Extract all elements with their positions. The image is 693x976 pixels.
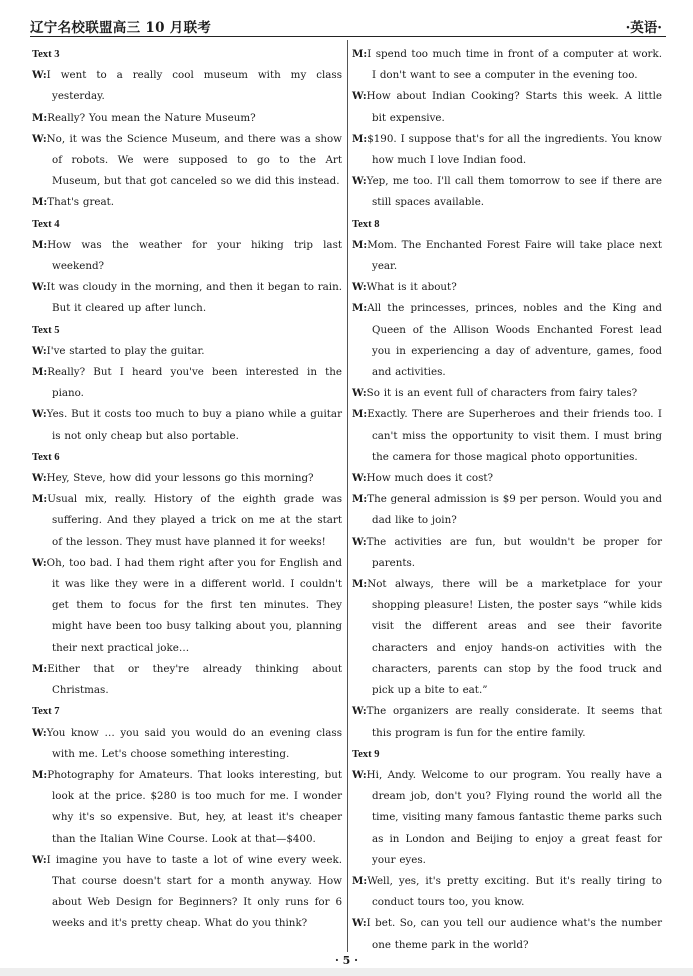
- dialogue-text: How about Indian Cooking? Starts this week. A little bit expensive.: [366, 90, 662, 124]
- section-title: Text 5: [32, 324, 60, 336]
- dialogue-text: Well, yes, it's pretty exciting. But it's really tiring to conduct tours too, you know.: [367, 874, 662, 909]
- dialogue-text: The organizers are really considerate. It seems that this program is fun for the entire family.: [366, 705, 662, 739]
- speaker-label: M:: [352, 238, 368, 251]
- dialogue-text: I've started to play the guitar.: [46, 344, 205, 357]
- dialogue-text: No, it was the Science Museum, and there was a show of robots. We were supposed to go to the Art Museum, but that got canceled so we did this instead.: [46, 132, 342, 188]
- speaker-label: W:: [32, 726, 47, 739]
- dialogue-line: [352, 235, 662, 277]
- dialogue-line: [32, 850, 342, 935]
- dialogue-text: So it is an event full of characters from fairy tales?: [366, 387, 638, 400]
- dialogue-text: I spend too much time in front of a computer at work. I don't want to see a computer in the evening too.: [367, 48, 662, 82]
- section-title: Text 4: [32, 218, 60, 230]
- dialogue-line: [352, 44, 662, 86]
- dialogue-text: Yes. But it costs too much to buy a piano while a guitar is not only cheap but also portable.: [46, 408, 342, 442]
- dialogue-text: I imagine you have to taste a lot of wine every week. That course doesn't start for a month anyway. How about Web Design for Beginners? It only runs for 6 weeks and it's pretty cheap. What do you think?: [46, 853, 342, 930]
- speaker-label: M:: [32, 768, 48, 781]
- dialogue-line: [32, 489, 342, 553]
- speaker-label: M:: [32, 238, 48, 251]
- dialogue-line: [32, 277, 342, 319]
- dialogue-text: All the princesses, princes, nobles and the King and Queen of the Allison Woods Enchanted Forest lead you in experiencing a day of adventure, games, food and activities.: [367, 302, 662, 379]
- column-divider: [347, 40, 348, 952]
- dialogue-text: Photography for Amateurs. That looks interesting, but look at the price. $280 is too much for me. I wonder why it's so expensive. But, hey, at least it's cheaper than the Italian Wine Course. Look at that—$400.: [47, 768, 342, 845]
- dialogue-text: I went to a really cool museum with my class yesterday.: [46, 69, 342, 103]
- page-header: [30, 14, 666, 37]
- dialogue-line: [32, 765, 342, 850]
- dialogue-line: [352, 171, 662, 213]
- speaker-label: M:: [32, 196, 48, 209]
- speaker-label: M:: [32, 493, 48, 506]
- speaker-label: M:: [32, 662, 48, 675]
- section-title: Text 3: [32, 49, 60, 60]
- dialogue-line: [32, 659, 342, 701]
- speaker-label: W:: [32, 472, 47, 485]
- dialogue-line: [352, 383, 662, 404]
- dialogue-text: It was cloudy in the morning, and then it began to rain. But it cleared up after lunch.: [46, 281, 342, 315]
- dialogue-text: I bet. So, can you tell our audience what's the number one theme park in the world?: [366, 917, 662, 951]
- left-column: [32, 44, 342, 935]
- speaker-label: W:: [352, 472, 367, 485]
- dialogue-text: Really? You mean the Nature Museum?: [47, 111, 256, 124]
- dialogue-text: $190. I suppose that's for all the ingredients. You know how much I love Indian food.: [367, 132, 662, 167]
- dialogue-text: Not always, there will be a marketplace for your shopping pleasure! Listen, the poster says “while kids visit the different areas and see their favorite characters and enjoy hands-on activities with the characters, parents can stop by the food truck and pick up a bite to eat.”: [367, 578, 662, 697]
- dialogue-line: [352, 277, 662, 298]
- subject-label: ·英语·: [625, 20, 662, 36]
- dialogue-text: You know … you said you would do an evening class with me. Let's choose something interesting.: [46, 726, 342, 760]
- exam-title: 辽宁名校联盟高三 10 月联考: [30, 20, 212, 36]
- section-title: Text 7: [32, 706, 60, 718]
- dialogue-line: [32, 65, 342, 107]
- dialogue-line: [352, 86, 662, 128]
- speaker-label: W:: [352, 705, 367, 718]
- section-title: Text 8: [352, 218, 380, 230]
- dialogue-line: [32, 723, 342, 765]
- dialogue-text: Mom. The Enchanted Forest Faire will take place next year.: [367, 238, 662, 273]
- dialogue-text: Either that or they're already thinking about Christmas.: [47, 662, 342, 697]
- dialogue-line: [32, 362, 342, 404]
- dialogue-line: [32, 404, 342, 446]
- dialogue-text: Usual mix, really. History of the eighth grade was suffering. And they played a trick on me at the start of the lesson. They must have planned it for weeks!: [47, 493, 342, 548]
- dialogue-line: [32, 108, 342, 129]
- speaker-label: W:: [32, 69, 47, 82]
- speaker-label: W:: [352, 175, 367, 188]
- dialogue-line: [352, 574, 662, 701]
- dialogue-line: [32, 129, 342, 193]
- dialogue-text: That's great.: [47, 196, 115, 209]
- dialogue-text: The general admission is $9 per person. Would you and dad like to join?: [367, 493, 662, 527]
- speaker-label: W:: [32, 408, 47, 421]
- speaker-label: W:: [352, 768, 367, 781]
- dialogue-text: How was the weather for your hiking trip last weekend?: [47, 238, 342, 273]
- dialogue-text: What is it about?: [366, 281, 457, 294]
- page-number: · 5 ·: [335, 954, 358, 967]
- dialogue-line: [352, 468, 662, 489]
- bottom-edge: [0, 968, 693, 976]
- dialogue-line: [352, 129, 662, 171]
- speaker-label: W:: [32, 281, 47, 294]
- speaker-label: M:: [352, 493, 368, 506]
- speaker-label: M:: [32, 366, 48, 379]
- dialogue-text: The activities are fun, but wouldn't be proper for parents.: [366, 535, 662, 569]
- dialogue-line: [352, 489, 662, 531]
- dialogue-line: [32, 341, 342, 362]
- dialogue-line: [352, 701, 662, 743]
- dialogue-text: Yep, me too. I'll call them tomorrow to see if there are still spaces available.: [366, 175, 662, 209]
- speaker-label: M:: [352, 132, 368, 145]
- dialogue-line: [352, 871, 662, 913]
- speaker-label: W:: [32, 132, 47, 145]
- dialogue-text: Exactly. There are Superheroes and their friends too. I can't miss the opportunity to visit them. I must bring the camera for those magical photo opportunities.: [367, 408, 662, 463]
- speaker-label: M:: [352, 874, 368, 887]
- speaker-label: W:: [32, 344, 47, 357]
- speaker-label: W:: [32, 853, 47, 866]
- dialogue-text: Oh, too bad. I had them right after you for English and it was like they were in a different world. I couldn't get them to focus for the first ten minutes. They might have been too busy talking about you, planning their next practical joke…: [46, 556, 342, 654]
- dialogue-text: How much does it cost?: [366, 472, 494, 485]
- section-title: Text 6: [32, 451, 60, 463]
- speaker-label: W:: [352, 387, 367, 400]
- speaker-label: M:: [32, 111, 48, 124]
- speaker-label: W:: [352, 281, 367, 294]
- speaker-label: M:: [352, 48, 368, 60]
- speaker-label: M:: [352, 408, 368, 421]
- dialogue-text: Hey, Steve, how did your lessons go this morning?: [46, 472, 314, 485]
- dialogue-line: [352, 532, 662, 574]
- dialogue-line: [32, 553, 342, 659]
- dialogue-line: [32, 192, 342, 213]
- speaker-label: M:: [352, 302, 368, 315]
- section-title: Text 9: [352, 748, 380, 760]
- dialogue-line: [352, 913, 662, 955]
- dialogue-text: Hi, Andy. Welcome to our program. You really have a dream job, don't you? Flying round the world all the time, visiting many famous fantastic theme parks such as in London and Beijing to enjoy a great feast for your eyes.: [366, 768, 662, 866]
- dialogue-line: [32, 468, 342, 489]
- speaker-label: W:: [32, 556, 47, 569]
- speaker-label: W:: [352, 535, 367, 548]
- speaker-label: M:: [352, 578, 368, 591]
- speaker-label: W:: [352, 917, 367, 930]
- speaker-label: W:: [352, 90, 367, 103]
- dialogue-line: [352, 404, 662, 468]
- right-column: [352, 44, 662, 956]
- dialogue-line: [32, 235, 342, 277]
- dialogue-text: Really? But I heard you've been interested in the piano.: [47, 366, 342, 400]
- dialogue-line: [352, 298, 662, 383]
- dialogue-line: [352, 765, 662, 871]
